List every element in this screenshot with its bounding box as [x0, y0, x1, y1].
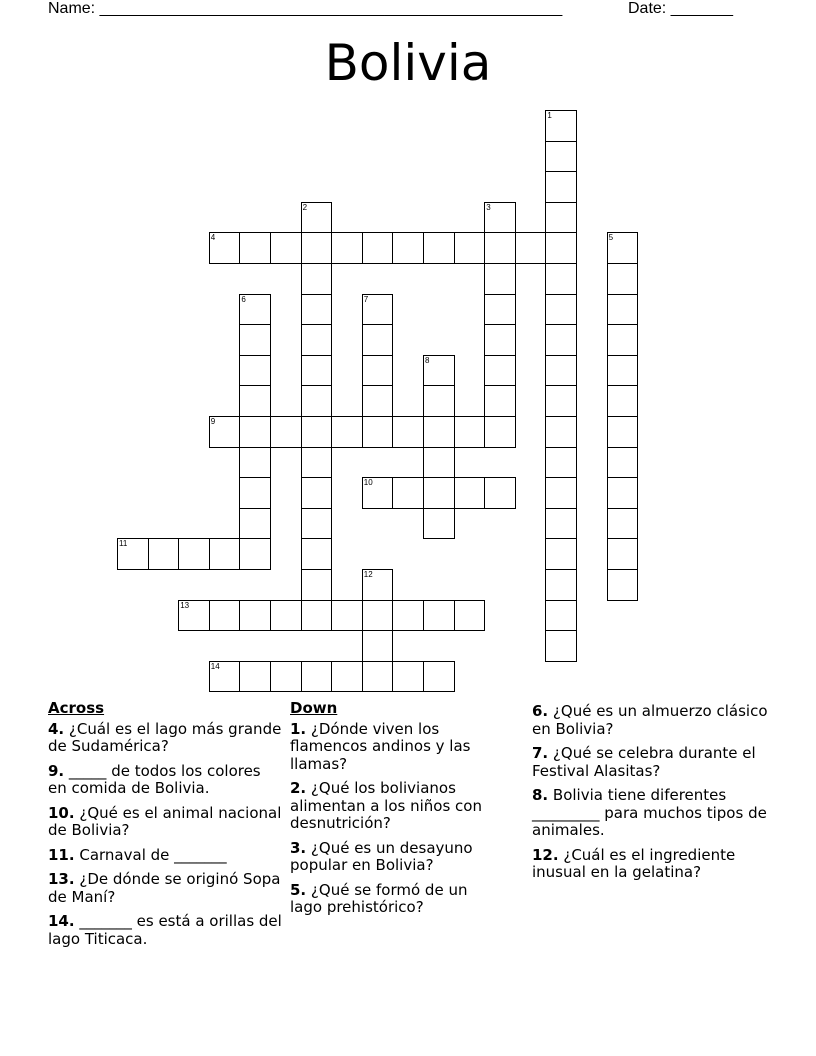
grid-cell[interactable]	[484, 385, 516, 417]
clue-across-13: 13. ¿De dónde se originó Sopa de Maní?	[48, 870, 281, 906]
clue-number: 6	[241, 294, 246, 304]
clue-number: 11	[119, 539, 128, 549]
clue-down-6: 6. ¿Qué es un almuerzo clásico en Bolivia?	[532, 702, 768, 738]
grid-cell[interactable]	[454, 477, 486, 509]
grid-cell[interactable]	[239, 324, 271, 356]
clue-number: 4	[210, 233, 216, 243]
grid-cell[interactable]	[239, 355, 271, 387]
grid-cell[interactable]	[301, 202, 333, 234]
grid-cell[interactable]	[607, 569, 639, 601]
grid-cell[interactable]	[270, 600, 302, 632]
clue-number: 9	[210, 417, 216, 426]
grid-cell[interactable]	[545, 355, 577, 387]
grid-cell[interactable]	[331, 600, 363, 632]
grid-cell[interactable]	[545, 385, 577, 417]
clue-number: 7	[363, 294, 369, 304]
grid-cell[interactable]	[239, 538, 271, 570]
grid-cell[interactable]	[607, 263, 639, 295]
grid-cell[interactable]	[301, 600, 333, 632]
grid-cell[interactable]	[301, 477, 333, 509]
down-clues	[290, 700, 500, 924]
clue-across-11: 11. Carnaval de _______	[48, 845, 227, 864]
date-field[interactable]: Date: _______	[628, 0, 733, 17]
clue-number: 12	[363, 570, 373, 579]
grid-cell[interactable]	[545, 110, 577, 142]
grid-cell[interactable]	[545, 294, 577, 326]
grid-cell[interactable]	[148, 538, 180, 570]
grid-cell[interactable]	[423, 447, 455, 479]
grid-cell[interactable]	[545, 477, 577, 509]
grid-cell[interactable]	[545, 324, 577, 356]
grid-cell[interactable]	[545, 263, 577, 295]
grid-cell[interactable]	[178, 538, 210, 570]
grid-cell[interactable]	[239, 416, 271, 448]
grid-cell[interactable]	[362, 630, 394, 662]
grid-cell[interactable]	[209, 661, 241, 693]
grid-cell[interactable]	[270, 661, 302, 693]
grid-cell[interactable]	[392, 661, 424, 693]
grid-cell[interactable]	[607, 538, 639, 570]
clue-down-1: 1. ¿Dónde viven los flamencos andinos y las llamas?	[290, 719, 471, 773]
grid-cell[interactable]	[331, 661, 363, 693]
grid-cell[interactable]	[545, 508, 577, 540]
grid-cell[interactable]	[607, 416, 639, 448]
grid-cell[interactable]	[209, 232, 241, 264]
grid-cell[interactable]	[607, 324, 639, 356]
grid-cell[interactable]	[484, 477, 516, 509]
grid-cell[interactable]	[515, 232, 547, 264]
down-heading: Down	[290, 699, 338, 717]
grid-cell[interactable]	[301, 661, 333, 693]
grid-cell[interactable]	[301, 324, 333, 356]
grid-cell[interactable]	[545, 202, 577, 234]
grid-cell[interactable]	[423, 508, 455, 540]
grid-cell[interactable]	[454, 232, 486, 264]
grid-cell[interactable]	[239, 294, 271, 326]
clue-across-14: 14. _______ es está a orillas del lago Titicaca.	[48, 912, 282, 948]
grid-cell[interactable]	[301, 385, 333, 417]
clue-across-9: 9. _____ de todos los colores en comida de Bolivia.	[48, 761, 261, 797]
grid-cell[interactable]	[239, 477, 271, 509]
grid-cell[interactable]	[362, 661, 394, 693]
grid-cell[interactable]	[607, 385, 639, 417]
grid-cell[interactable]	[209, 600, 241, 632]
clue-number: 13	[180, 600, 190, 610]
grid-cell[interactable]	[545, 538, 577, 570]
header	[48, 0, 768, 22]
grid-cell[interactable]	[607, 447, 639, 479]
grid-cell[interactable]	[362, 600, 394, 632]
grid-cell[interactable]	[392, 232, 424, 264]
clue-down-12: 12. ¿Cuál es el ingrediente inusual en la gelatina?	[532, 845, 736, 881]
grid-cell[interactable]	[270, 416, 302, 448]
grid-cell[interactable]	[392, 416, 424, 448]
grid-cell[interactable]	[484, 416, 516, 448]
grid-cell[interactable]	[545, 416, 577, 448]
across-heading: Across	[48, 699, 105, 717]
grid-cell[interactable]	[178, 600, 210, 632]
grid-cell[interactable]	[423, 385, 455, 417]
grid-cell[interactable]	[362, 355, 394, 387]
grid-cell[interactable]	[454, 416, 486, 448]
grid-cell[interactable]	[301, 263, 333, 295]
grid-cell[interactable]	[545, 232, 577, 264]
grid-cell[interactable]	[239, 661, 271, 693]
grid-cell[interactable]	[301, 232, 333, 264]
clue-number: 5	[608, 233, 614, 243]
grid-cell[interactable]	[607, 355, 639, 387]
grid-cell[interactable]	[301, 294, 333, 326]
grid-cell[interactable]	[423, 416, 455, 448]
grid-cell[interactable]	[392, 477, 424, 509]
grid-cell[interactable]	[545, 141, 577, 173]
across-clues	[48, 700, 283, 955]
grid-cell[interactable]	[362, 569, 394, 601]
grid-cell[interactable]	[117, 538, 149, 570]
grid-cell[interactable]	[454, 600, 486, 632]
clue-number: 2	[302, 202, 308, 212]
grid-cell[interactable]	[545, 171, 577, 203]
grid-cell[interactable]	[362, 385, 394, 417]
grid-cell[interactable]	[331, 416, 363, 448]
grid-cell[interactable]	[423, 355, 455, 387]
grid-cell[interactable]	[239, 508, 271, 540]
clue-down-3: 3. ¿Qué es un desayuno popular en Bolivia?	[290, 838, 473, 874]
grid-cell[interactable]	[331, 232, 363, 264]
clue-across-4: 4. ¿Cuál es el lago más grande de Sudamérica?	[48, 719, 282, 755]
grid-cell[interactable]	[239, 600, 271, 632]
clue-down-5: 5. ¿Qué se formó de un lago prehistórico?	[290, 880, 468, 916]
grid-cell[interactable]	[270, 232, 302, 264]
grid-cell[interactable]	[607, 508, 639, 540]
clue-number: 8	[425, 355, 430, 365]
grid-cell[interactable]	[484, 263, 516, 295]
clue-down-2: 2. ¿Qué los bolivianos alimentan a los niños con desnutrición?	[290, 779, 482, 832]
clue-number: 10	[363, 478, 373, 488]
grid-cell[interactable]	[423, 661, 455, 693]
down-clues-continued	[532, 703, 772, 889]
crossword-grid	[117, 110, 638, 692]
clue-number: 1	[547, 111, 552, 120]
grid-cell[interactable]	[423, 477, 455, 509]
grid-cell[interactable]	[362, 324, 394, 356]
grid-cell[interactable]	[545, 447, 577, 479]
grid-cell[interactable]	[484, 202, 516, 234]
grid-cell[interactable]	[545, 569, 577, 601]
grid-cell[interactable]	[239, 232, 271, 264]
grid-cell[interactable]	[239, 447, 271, 479]
grid-cell[interactable]	[301, 538, 333, 570]
grid-cell[interactable]	[301, 447, 333, 479]
grid-cell[interactable]	[209, 538, 241, 570]
grid-cell[interactable]	[423, 232, 455, 264]
clue-across-10: 10. ¿Qué es el animal nacional de Bolivia?	[48, 803, 282, 839]
grid-cell[interactable]	[239, 385, 271, 417]
grid-cell[interactable]	[301, 355, 333, 387]
page-title: Bolivia	[324, 34, 492, 92]
grid-cell[interactable]	[362, 477, 394, 509]
clue-down-7: 7. ¿Qué se celebra durante el Festival Alasitas?	[532, 744, 756, 780]
grid-cell[interactable]	[484, 232, 516, 264]
grid-cell[interactable]	[607, 477, 639, 509]
grid-cell[interactable]	[545, 630, 577, 662]
grid-cell[interactable]	[209, 416, 241, 448]
grid-cell[interactable]	[301, 416, 333, 448]
clue-down-8: 8. Bolivia tiene diferentes _________ para muchos tipos de animales.	[532, 786, 767, 839]
grid-cell[interactable]	[362, 232, 394, 264]
clue-number: 3	[486, 202, 491, 212]
clue-number: 14	[210, 661, 220, 671]
grid-cell[interactable]	[362, 416, 394, 448]
grid-cell[interactable]	[301, 569, 333, 601]
name-field[interactable]: Name: ____________________________________________________	[48, 0, 563, 17]
grid-cell[interactable]	[301, 508, 333, 540]
grid-cell[interactable]	[484, 355, 516, 387]
grid-cell[interactable]	[484, 324, 516, 356]
grid-cell[interactable]	[545, 600, 577, 632]
grid-cell[interactable]	[423, 600, 455, 632]
grid-cell[interactable]	[607, 232, 639, 264]
grid-cell[interactable]	[607, 294, 639, 326]
grid-cell[interactable]	[484, 294, 516, 326]
grid-cell[interactable]	[392, 600, 424, 632]
grid-cell[interactable]	[362, 294, 394, 326]
